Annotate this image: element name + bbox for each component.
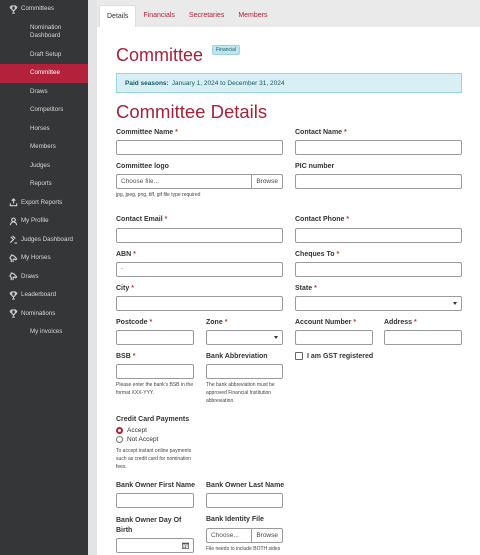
sidebar-item-reports[interactable] xyxy=(0,175,88,194)
contact-name-label: Contact Name * xyxy=(295,129,347,136)
sidebar-item-competitors[interactable] xyxy=(0,101,88,120)
trophy-icon xyxy=(8,4,18,14)
chevron-down-icon xyxy=(453,302,457,305)
bsb-help-text: Please enter the bank's BSB in the format XXX-YYY. xyxy=(116,382,194,396)
tab-secretaries[interactable]: Secretaries xyxy=(188,12,225,19)
sidebar-item-leaderboard[interactable] xyxy=(0,286,88,305)
gavel-icon xyxy=(8,235,18,245)
paid-seasons-notice xyxy=(116,73,462,93)
horse-icon xyxy=(8,253,18,263)
sidebar-item-label: Draft Setup xyxy=(30,50,62,58)
sidebar-item-label: Draws xyxy=(21,272,39,280)
user-icon xyxy=(8,216,18,226)
committee-name-input[interactable] xyxy=(116,140,283,155)
sidebar-item-members[interactable] xyxy=(0,138,88,157)
cc-not-accept-label: Not Accept xyxy=(127,436,159,443)
sidebar-item-label: My Profile xyxy=(21,217,49,225)
contact-phone-input[interactable] xyxy=(295,228,462,243)
sidebar-item-horses[interactable] xyxy=(0,120,88,139)
sidebar-item-label: Judges Dashboard xyxy=(21,235,73,243)
bsb-input[interactable] xyxy=(116,364,194,379)
sidebar-item-label: Reports xyxy=(30,180,52,188)
abn-label: ABN * xyxy=(116,251,136,258)
sidebar-item-my-profile[interactable] xyxy=(0,212,88,231)
pic-number-input[interactable] xyxy=(295,174,462,189)
bank-abbreviation-input[interactable] xyxy=(206,364,283,379)
committee-logo-label: Committee logo xyxy=(116,163,169,170)
cc-payments-label: Credit Card Payments xyxy=(116,416,190,423)
sidebar-item-judges-dashboard[interactable] xyxy=(0,231,88,250)
tab-bar xyxy=(97,0,480,27)
sidebar-item-label: Draws xyxy=(30,87,48,95)
export-icon xyxy=(8,198,18,208)
contact-email-input[interactable] xyxy=(116,228,283,243)
trophy-icon xyxy=(8,290,18,300)
city-input[interactable] xyxy=(116,296,283,311)
logo-placeholder: Choose file... xyxy=(121,178,159,185)
cc-accept-radio[interactable] xyxy=(116,427,123,434)
financial-badge: Financial xyxy=(212,45,240,55)
identity-placeholder: Choose... xyxy=(211,532,239,539)
bank-owner-dob-input[interactable] xyxy=(116,538,194,553)
bank-owner-dob-label: Bank Owner Day Of Birth xyxy=(116,517,182,534)
cc-help-text: To accept instant online payments such as credit card for nomination fees. xyxy=(116,448,192,470)
contact-name-input[interactable] xyxy=(295,140,462,155)
sidebar-item-label: Nominations xyxy=(21,309,56,317)
sidebar-item-my-horses[interactable] xyxy=(0,249,88,268)
zone-label: Zone * xyxy=(206,319,228,326)
bank-owner-last-input[interactable] xyxy=(206,493,283,508)
sidebar xyxy=(0,0,88,555)
page-title: Committee xyxy=(116,45,204,65)
notice-label: Paid seasons: xyxy=(125,79,169,87)
identity-help-text: File needs to include BOTH sides xyxy=(206,546,281,552)
bank-owner-first-input[interactable] xyxy=(116,493,194,508)
sidebar-item-nominations[interactable] xyxy=(0,305,88,324)
city-label: City * xyxy=(116,285,134,292)
sidebar-item-label: Members xyxy=(30,143,56,151)
tab-members[interactable]: Members xyxy=(238,12,268,19)
committee-logo-file-input[interactable] xyxy=(116,174,283,189)
sidebar-item-draws[interactable] xyxy=(0,83,88,102)
sidebar-item-my-invoices[interactable] xyxy=(0,323,88,342)
cc-not-accept-radio[interactable] xyxy=(116,436,123,443)
postcode-input[interactable] xyxy=(116,330,194,345)
bsb-label: BSB * xyxy=(116,353,136,360)
sidebar-item-label: My invoices xyxy=(30,328,63,336)
bank-identity-file-label: Bank Identity File xyxy=(206,516,264,523)
sidebar-item-nomination-dashboard[interactable] xyxy=(0,19,88,46)
gst-checkbox-row[interactable] xyxy=(295,352,373,360)
gst-label: I am GST registered xyxy=(307,352,374,360)
bank-owner-first-label: Bank Owner First Name xyxy=(116,482,195,489)
account-number-input[interactable] xyxy=(295,330,373,345)
calendar-icon[interactable] xyxy=(182,542,189,549)
pic-number-label: PIC number xyxy=(295,163,335,170)
state-label: State * xyxy=(295,285,317,292)
sidebar-item-label: Committee xyxy=(30,69,60,77)
sidebar-item-label: Leaderboard xyxy=(21,291,57,299)
chevron-down-icon xyxy=(274,336,278,339)
sidebar-item-label: Export Reports xyxy=(21,198,63,206)
sidebar-item-label: Judges xyxy=(30,161,50,169)
section-title: Committee Details xyxy=(116,101,268,122)
bank-abbreviation-label: Bank Abbreviation xyxy=(206,353,268,360)
address-input[interactable] xyxy=(384,330,462,345)
cc-not-accept-option[interactable] xyxy=(116,436,158,443)
account-number-label: Account Number * xyxy=(295,319,357,326)
cc-accept-option[interactable] xyxy=(116,427,147,434)
bank-owner-last-label: Bank Owner Last Name xyxy=(206,482,285,489)
logo-browse-button[interactable]: Browse xyxy=(251,175,282,188)
address-label: Address * xyxy=(384,319,417,326)
sidebar-item-committee[interactable] xyxy=(0,64,88,83)
bank-abbr-help-text: The bank abbreviation must be approved Financial Institution abbreviation. xyxy=(206,382,275,404)
sidebar-item-label: Committees xyxy=(21,5,55,13)
sidebar-item-label: My Horses xyxy=(21,254,51,262)
notice-text: January 1, 2024 to December 31, 2024 xyxy=(171,79,285,87)
sidebar-item-label: Horses xyxy=(30,124,50,132)
bank-identity-file-input[interactable] xyxy=(206,528,283,543)
cheques-to-label: Cheques To * xyxy=(295,251,340,258)
zone-select[interactable] xyxy=(206,330,283,345)
sidebar-item-draws[interactable] xyxy=(0,268,88,287)
committee-name-label: Committee Name * xyxy=(116,129,178,136)
tab-financials[interactable]: Financials xyxy=(143,12,175,19)
contact-email-label: Contact Email * xyxy=(116,216,168,223)
contact-phone-label: Contact Phone * xyxy=(295,216,350,223)
abn-input[interactable]: - xyxy=(116,262,283,277)
sidebar-item-export-reports[interactable] xyxy=(0,194,88,213)
sidebar-item-label: Nomination Dashboard xyxy=(30,24,62,39)
sidebar-item-committees[interactable] xyxy=(0,0,88,19)
cheques-to-input[interactable] xyxy=(295,262,462,277)
cc-accept-label: Accept xyxy=(127,427,147,434)
sidebar-item-judges[interactable] xyxy=(0,157,88,176)
main-content xyxy=(97,0,480,555)
horse-icon xyxy=(8,272,18,282)
sidebar-item-draft-setup[interactable] xyxy=(0,46,88,65)
gst-checkbox[interactable] xyxy=(295,352,303,360)
logo-help-text: jpg, jpeg, png, tiff, gif file type required xyxy=(116,192,201,198)
postcode-label: Postcode * xyxy=(116,319,153,326)
sidebar-item-label: Competitors xyxy=(30,106,64,114)
identity-browse-button[interactable]: Browse xyxy=(251,529,282,542)
trophy-icon xyxy=(8,309,18,319)
state-select[interactable] xyxy=(295,296,462,311)
tab-details[interactable]: Details xyxy=(99,5,136,27)
